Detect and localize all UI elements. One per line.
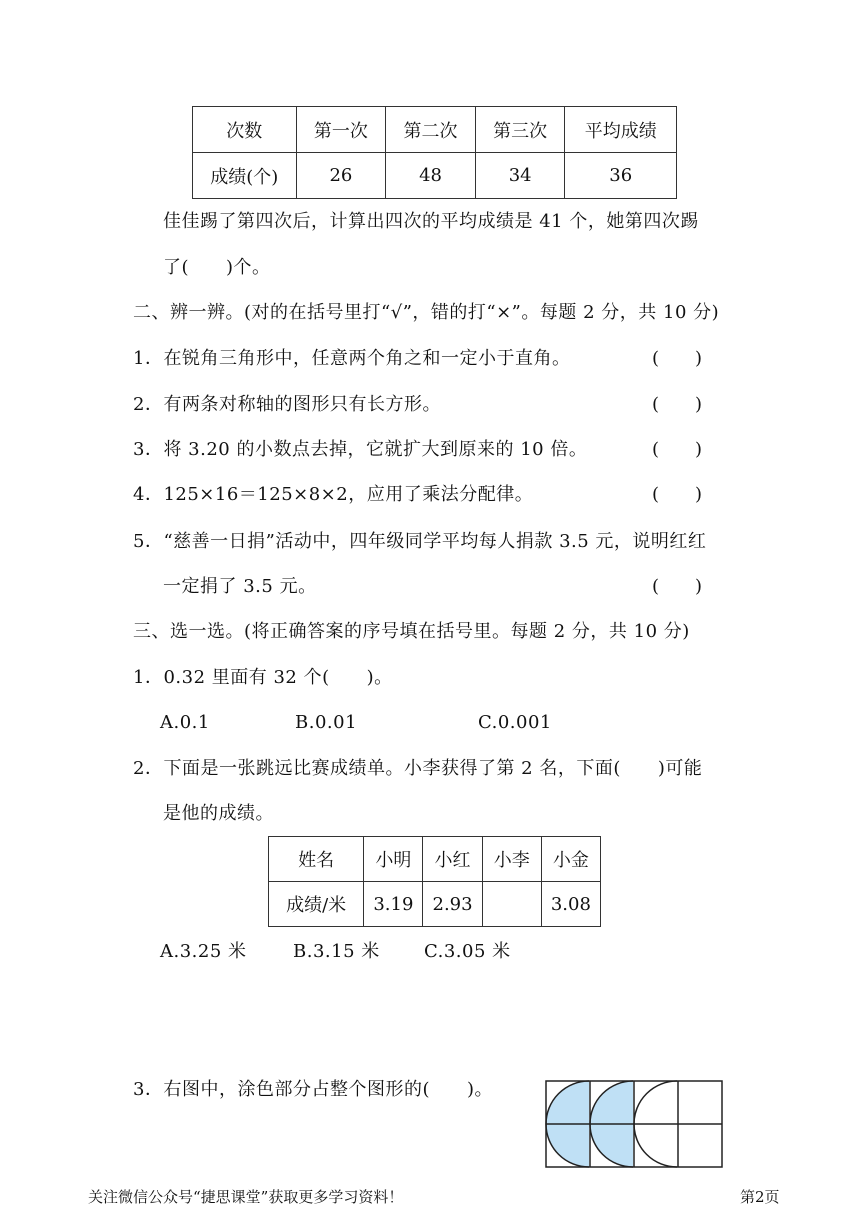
choice-question: 2．下面是一张跳远比赛成绩单。小李获得了第 2 名，下面( )可能	[133, 758, 703, 779]
judge-item: 4．125×16＝125×8×2，应用了乘法分配律。	[133, 484, 534, 505]
table-header-cell: 次数	[193, 107, 297, 153]
score-table	[192, 106, 677, 199]
judge-item: 2．有两条对称轴的图形只有长方形。	[133, 394, 441, 415]
table-header-cell: 小金	[541, 837, 600, 882]
table-header-cell: 第二次	[386, 107, 476, 153]
judge-item: 3．将 3.20 的小数点去掉，它就扩大到原来的 10 倍。	[133, 439, 588, 460]
table-cell: 成绩/米	[269, 882, 364, 927]
table-header-cell: 小明	[364, 837, 423, 882]
long-jump-table	[268, 836, 601, 927]
judge-item-continued: 一定捐了 3.5 元。	[163, 576, 317, 597]
page-number: 第2页	[740, 1188, 780, 1206]
option-b: B.3.15 米	[293, 941, 380, 962]
section-title: 三、选一选。(将正确答案的序号填在括号里。每题 2 分，共 10 分)	[133, 621, 690, 642]
judge-item: 5．“慈善一日捐”活动中，四年级同学平均每人捐款 3.5 元，说明红红	[133, 531, 707, 552]
table-cell: 3.08	[541, 882, 600, 927]
footer-promo: 关注微信公众号“捷思课堂”获取更多学习资料！	[88, 1188, 404, 1206]
choice-question-continued: 是他的成绩。	[163, 803, 274, 824]
answer-blank: ( )	[652, 576, 703, 597]
shaded-grid-figure	[545, 1080, 725, 1168]
table-cell: 3.19	[364, 882, 423, 927]
table-cell: 36	[565, 153, 677, 199]
choice-question: 3．右图中，涂色部分占整个图形的( )。	[133, 1079, 493, 1100]
option-a: A.0.1	[160, 712, 210, 733]
table-header-cell: 小红	[423, 837, 482, 882]
table-header-cell: 第一次	[296, 107, 386, 153]
option-b: B.0.01	[295, 712, 358, 733]
answer-blank: ( )	[652, 348, 703, 369]
table-cell	[482, 882, 541, 927]
answer-blank: ( )	[652, 484, 703, 505]
table-header-cell: 小李	[482, 837, 541, 882]
judge-item: 1．在锐角三角形中，任意两个角之和一定小于直角。	[133, 348, 571, 369]
choice-question: 1．0.32 里面有 32 个( )。	[133, 667, 393, 688]
question-text: 了( )个。	[163, 257, 271, 278]
option-c: C.3.05 米	[424, 941, 511, 962]
table-cell: 48	[386, 153, 476, 199]
section-title: 二、辨一辨。(对的在括号里打“√”，错的打“×”。每题 2 分，共 10 分)	[133, 302, 720, 323]
table-header-cell: 第三次	[475, 107, 565, 153]
answer-blank: ( )	[652, 394, 703, 415]
answer-blank: ( )	[652, 439, 703, 460]
table-cell: 26	[296, 153, 386, 199]
option-a: A.3.25 米	[160, 941, 247, 962]
table-cell: 34	[475, 153, 565, 199]
option-c: C.0.001	[478, 712, 552, 733]
table-header-cell: 姓名	[269, 837, 364, 882]
table-cell: 成绩(个)	[193, 153, 297, 199]
table-cell: 2.93	[423, 882, 482, 927]
question-text: 佳佳踢了第四次后，计算出四次的平均成绩是 41 个，她第四次踢	[163, 211, 699, 232]
table-header-cell: 平均成绩	[565, 107, 677, 153]
